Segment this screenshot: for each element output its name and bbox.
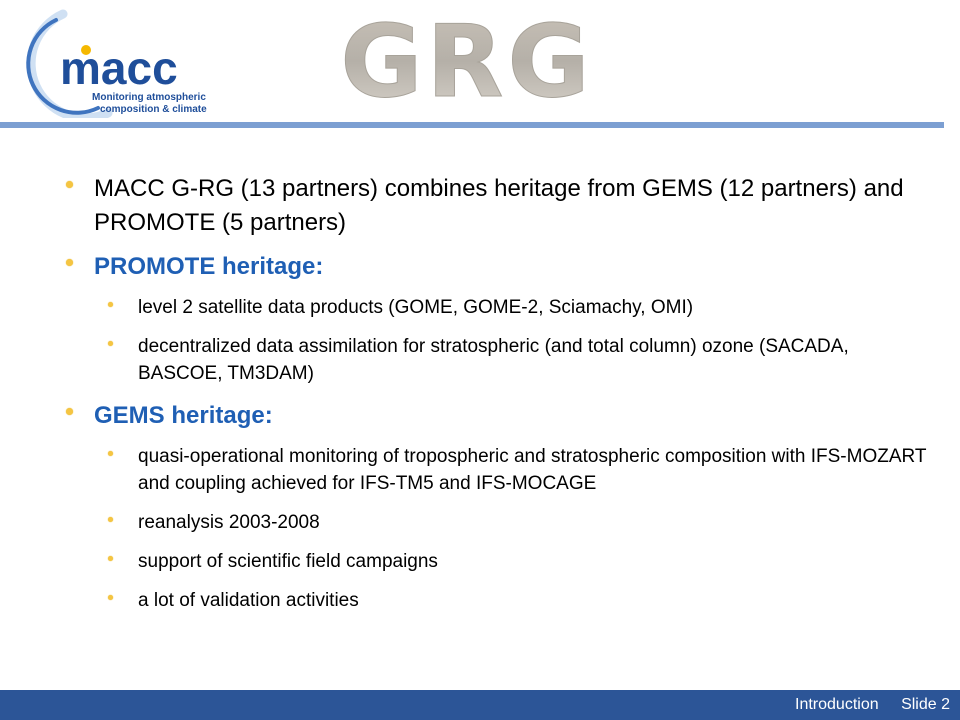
footer-bar [0,690,960,720]
bullet-text: support of scientific field campaigns [138,551,438,572]
bullet-icon [66,408,73,415]
bullet-item [60,172,930,240]
macc-logo [8,8,233,118]
bullet-text: quasi-operational monitoring of tropospheric and stratospheric composition with IFS-MOZART and coupling achieved for IFS-TM5 and IFS-MOCAGE [138,446,927,494]
logo-tagline-1: Monitoring atmospheric [92,92,206,103]
sub-bullet-item [60,333,930,387]
bullet-icon [66,181,73,188]
grg-text: GRG [340,10,594,110]
sub-bullet-item [60,509,930,536]
header-rule [0,122,944,128]
sub-bullet-item [60,587,930,614]
bullet-icon [108,595,113,600]
logo-tagline-2: composition & climate [100,104,207,115]
bullet-text: GEMS heritage: [94,402,273,429]
logo-name: macc [60,42,178,94]
bullet-icon [108,451,113,456]
bullet-text: MACC G-RG (13 partners) combines heritage from GEMS (12 partners) and PROMOTE (5 partners) [94,175,904,236]
bullet-text: PROMOTE heritage: [94,253,324,280]
bullet-text: reanalysis 2003-2008 [138,512,320,533]
section-heading [60,250,930,284]
bullet-icon [108,341,113,346]
sub-bullet-item [60,548,930,575]
grg-logo [340,10,595,110]
section-heading [60,399,930,433]
bullet-text: level 2 satellite data products (GOME, GOME-2, Sciamachy, OMI) [138,297,694,318]
bullet-text: decentralized data assimilation for stratospheric (and total column) ozone (SACADA, BASCOE, TM3DAM) [138,336,849,384]
footer-section: Introduction [795,696,879,713]
bullet-list [60,172,930,626]
footer-slide-number: Slide 2 [901,696,950,713]
sub-bullet-item [60,443,930,497]
bullet-icon [108,302,113,307]
bullet-icon [108,517,113,522]
bullet-icon [66,259,73,266]
bullet-icon [108,556,113,561]
sub-bullet-item [60,294,930,321]
bullet-text: a lot of validation activities [138,590,359,611]
